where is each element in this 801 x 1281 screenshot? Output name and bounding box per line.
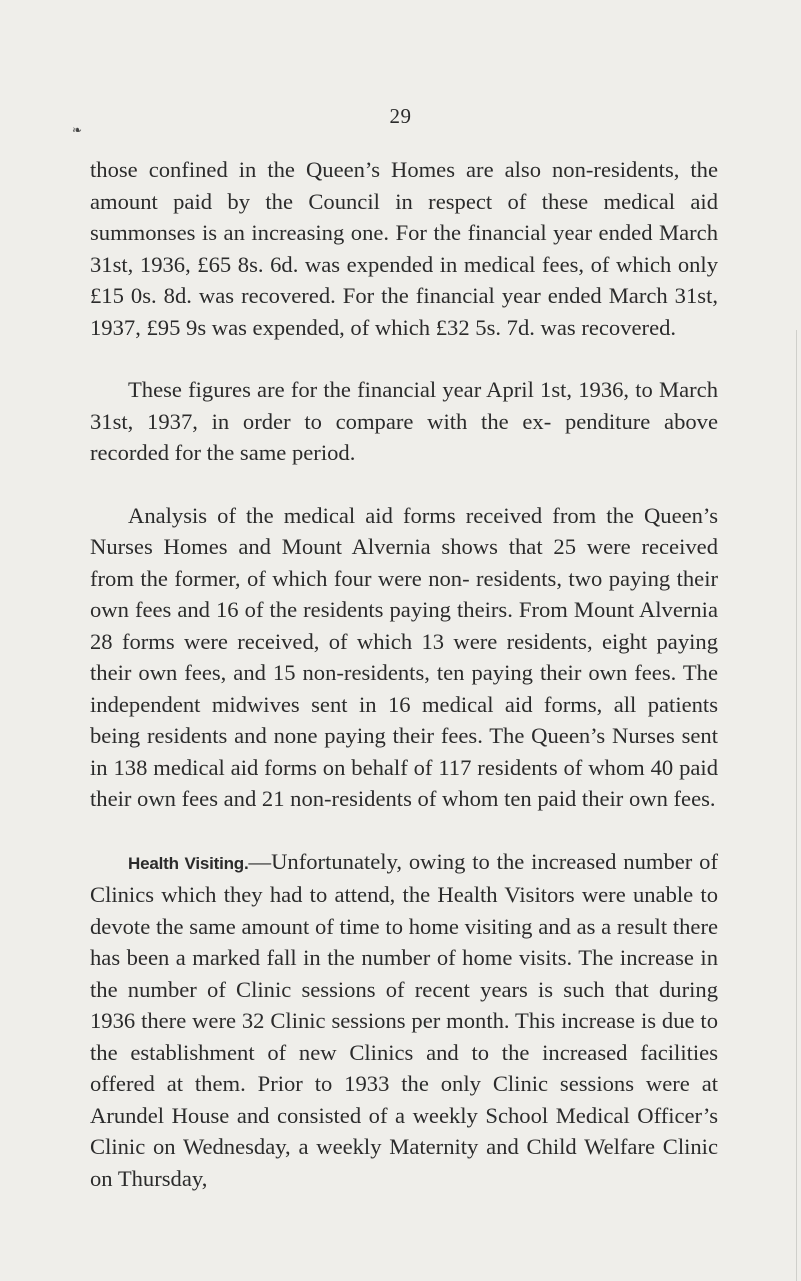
paragraph-health-visiting (90, 846, 718, 1195)
ink-smudge-icon: ❧ (72, 123, 83, 137)
body-text (90, 154, 718, 1194)
page-number: 29 (389, 104, 412, 128)
paragraph-analysis: Analysis of the medical aid forms received from the Queen’s Nurses Homes and Mount Alvernia shows that 25 were received from the former, of which four were non- residents, two paying their own fees and 16 of the residents paying theirs. From Mount Alvernia 28 forms were received, of which 13 were residents, eight paying their own fees, and 15 non-residents, ten paying their own fees. The independent midwives sent in 16 medical aid forms, all patients being residents and none paying their fees. The Queen’s Nurses sent in 138 medical aid forms on behalf of 117 residents of whom 40 paid their own fees and 21 non-residents of whom ten paid their own fees. (90, 502, 718, 811)
page-edge-divider (796, 330, 797, 1281)
paragraph-financial-year: These figures are for the financial year April 1st, 1936, to March 31st, 1937, in order to compare with the ex- penditure above recorded for the same period. (90, 377, 718, 465)
section-heading: Health Visiting. (128, 853, 249, 873)
paragraph-medical-fees: those confined in the Queen’s Homes are also non-residents, the amount paid by the Council in respect of these medical aid summonses is an increasing one. For the financial year ended March 31st, 1936, £65 8s. 6d. was expended in medical fees, of which only £15 0s. 8d. was recovered. For the financial year ended March 31st, 1937, £95 9s was expended, of which £32 5s. 7d. was recovered. (90, 157, 718, 340)
section-text: —Unfortunately, owing to the increased number of Clinics which they had to attend, the Health Visitors were unable to devote the same amount of time to home visiting and as a result there has been a marked fall in the number of home visits. The increase in the number of Clinic sessions of recent years is such that during 1936 there were 32 Clinic sessions per month. This increase is due to the establishment of new Clinics and to the increased facilities offered at them. Prior to 1933 the only Clinic sessions were at Arundel House and consisted of a weekly School Medical Officer’s Clinic on Wednesday, a weekly Maternity and Child Welfare Clinic on Thursday, (90, 848, 719, 1191)
